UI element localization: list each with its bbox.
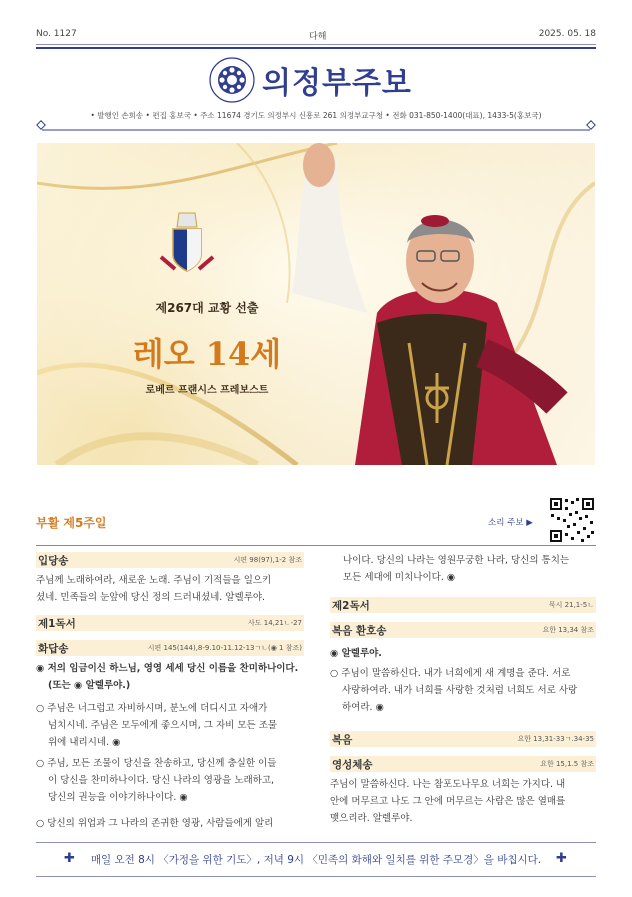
cross-icon: ✚ — [556, 851, 567, 866]
gospel-acclamation-response: ◉ 알렐루야. — [330, 648, 382, 659]
communion-antiphon-bar — [330, 756, 596, 772]
text-line: 당신의 권능을 이야기하나이다. ◉ — [48, 792, 188, 803]
psalm-verse-1 — [36, 700, 277, 751]
text-line: 하여라. ◉ — [342, 702, 384, 713]
gospel-label: 복음 — [332, 734, 353, 746]
psalm-ref: 시편 145(144),8-9.10-11.12-13ㄱㄴ(◉ 1 참조) — [147, 644, 302, 652]
masthead-title: 의정부주보 — [262, 66, 412, 101]
section-rule — [36, 545, 596, 546]
gospel-acclamation-label: 복음 환호송 — [332, 625, 387, 637]
gospel-bar — [330, 731, 596, 747]
psalm-bar — [36, 640, 304, 656]
text-line: 주님께 노래하여라, 새로운 노래. 주님이 기적들을 일으키 — [36, 575, 272, 586]
communion-antiphon-label: 영성체송 — [332, 759, 373, 771]
diocese-logo — [208, 56, 256, 104]
section-title: 부활 제5주일 — [36, 516, 107, 530]
second-reading-label: 제2독서 — [332, 600, 370, 612]
first-reading-bar — [36, 615, 304, 631]
gospel-acclamation-ref: 요한 13,34 참조 — [542, 626, 594, 634]
communion-antiphon-ref: 요한 15,1.5 참조 — [540, 760, 594, 768]
issue-date: 2025. 05. 18 — [538, 29, 596, 39]
communion-antiphon-text — [330, 776, 565, 827]
text-line: ○ 주님, 모든 조물이 당신을 찬송하고, 당신께 충실한 이들 — [36, 758, 277, 769]
second-reading-bar — [330, 597, 596, 613]
text-line: 사랑하여라. 내가 너희를 사랑한 것처럼 너희도 서로 사랑 — [342, 685, 578, 696]
hero-banner — [37, 143, 595, 465]
gospel-acclamation-bar — [330, 622, 596, 638]
gospel-ref: 요한 13,31-33ㄱ.34-35 — [517, 735, 594, 743]
top-rule — [36, 44, 596, 45]
hero-subtitle: 제267대 교황 선출 — [155, 301, 259, 315]
text-line: 위에 내리시네. ◉ — [48, 737, 121, 748]
text-line: 셨네. 민족들의 눈앞에 당신 정의 드러내셨네. 알렐루야. — [36, 592, 266, 603]
gospel-acclamation-verse — [330, 665, 577, 716]
text-line: 맺으리라. 알렐루야. — [330, 813, 413, 824]
text-line: 모든 세대에 미치나이다. ◉ — [343, 572, 456, 583]
footer-rule — [36, 842, 596, 843]
psalm-verse-3 — [36, 815, 273, 832]
text-line: 이 당신을 찬미하나이다. 당신 나라의 영광을 노래하고, — [48, 775, 275, 786]
text-line: ○ 주님은 너그럽고 자비하시며, 분노에 더디시고 자애가 — [36, 703, 268, 714]
first-reading-ref: 사도 14,21ㄴ-27 — [248, 619, 302, 627]
psalm-verse-2 — [36, 755, 276, 806]
hero-pope-name: 레오 14세 — [132, 335, 282, 373]
psalm-verse-3-continued — [343, 552, 569, 586]
qr-code[interactable] — [549, 497, 595, 543]
entrance-antiphon-ref: 시편 98(97),1-2 참조 — [233, 556, 302, 564]
text-line: 넘치시네. 주님은 모두에게 좋으시며, 그 자비 모든 조물 — [48, 720, 278, 731]
entrance-antiphon-bar — [36, 552, 304, 568]
psalm-response-alt: (또는 ◉ 알렐루야.) — [48, 680, 131, 691]
text-line: 나이다. 당신의 나라는 영원무궁한 나라, 당신의 통치는 — [343, 555, 570, 566]
liturgical-cycle: 다해 — [309, 32, 327, 42]
entrance-antiphon-label: 입당송 — [38, 555, 69, 567]
audio-bulletin-link[interactable]: 소리 주보 ▶ — [488, 518, 533, 528]
psalm-response: ◉ 저의 임금이신 하느님, 영영 세세 당신 이름을 찬미하나이다. — [36, 663, 299, 674]
hero-fullname: 로베르 프랜시스 프레보스트 — [145, 385, 269, 396]
issue-number: No. 1127 — [36, 29, 77, 39]
second-reading-ref: 묵시 21,1-5ㄴ — [548, 601, 594, 609]
psalm-label: 화답송 — [38, 643, 69, 655]
top-rule-double — [36, 47, 596, 49]
publisher-info: • 발행인 손희송 • 편집 홍보국 • 주소 11674 경기도 의정부시 신흥로 261 의정부교구청 • 전화 031-850-1400(대표), 1433-5(홍보국) — [90, 111, 542, 120]
text-line: ○ 주님이 말씀하신다. 내가 너희에게 새 계명을 준다. 서로 — [330, 668, 571, 679]
text-line: 주님이 말씀하신다. 나는 참포도나무요 너희는 가지다. 내 — [330, 779, 566, 790]
entrance-antiphon-text — [36, 572, 271, 606]
footer-prayer-notice: 매일 오전 8시 〈가정을 위한 기도〉, 저녁 9시 〈민족의 화해와 일치를 위한 주모경〉을 바칩시다. — [90, 854, 542, 866]
first-reading-label: 제1독서 — [38, 618, 76, 630]
text-line: ○ 당신의 위업과 그 나라의 존귀한 영광, 사람들에게 알리 — [36, 818, 274, 829]
footer-rule-bottom — [36, 876, 596, 877]
text-line: 안에 머무르고 나도 그 안에 머무르는 사람은 많은 열매를 — [330, 796, 566, 807]
cross-icon: ✚ — [64, 851, 75, 866]
